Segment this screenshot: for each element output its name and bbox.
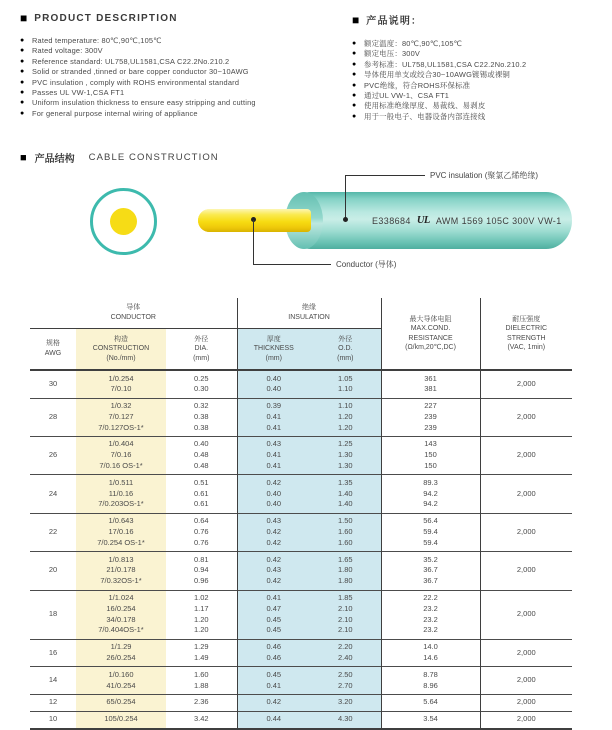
square-marker-icon: ■ — [352, 12, 360, 27]
cell-od: 1.25 1.30 1.30 — [310, 436, 381, 474]
cell-awg: 24 — [30, 475, 76, 513]
cell-dia: 1.29 1.49 — [166, 639, 237, 667]
description-item — [352, 91, 612, 101]
spec-table — [30, 298, 572, 730]
square-marker-icon: ■ — [20, 151, 27, 164]
cell-thickness: 0.42 0.43 0.42 — [237, 552, 310, 590]
cell-awg: 16 — [30, 639, 76, 667]
cable-print-text — [372, 215, 562, 226]
cell-thickness: 0.46 0.46 — [237, 639, 310, 667]
spec-row — [30, 694, 572, 711]
cell-dia: 0.51 0.61 0.61 — [166, 475, 237, 513]
product-description-cn-section — [352, 12, 612, 122]
product-description-title-text: PRODUCT DESCRIPTION — [34, 12, 178, 24]
cell-awg: 20 — [30, 552, 76, 590]
description-item-text: 导体使用单支或绞合30~10AWG镀锡或裸铜 — [364, 70, 511, 80]
thickness-header: 厚度 THICKNESS (mm) — [237, 328, 310, 370]
description-item — [20, 78, 348, 88]
cell-awg: 22 — [30, 513, 76, 551]
cell-awg: 14 — [30, 667, 76, 695]
dia-header: 外径 DIA. (mm) — [166, 328, 237, 370]
description-item-text: Passes UL VW-1,CSA FT1 — [32, 88, 125, 98]
cell-dia: 0.32 0.38 0.38 — [166, 398, 237, 436]
spec-row — [30, 398, 572, 436]
cell-awg: 26 — [30, 436, 76, 474]
description-item — [352, 81, 612, 91]
cell-dia: 1.02 1.17 1.20 1.20 — [166, 590, 237, 639]
cell-thickness: 0.39 0.41 0.41 — [237, 398, 310, 436]
spec-row — [30, 711, 572, 728]
description-item — [20, 46, 348, 56]
cell-construction: 1/0.404 7/0.16 7/0.16 OS-1* — [76, 436, 166, 474]
cell-awg: 28 — [30, 398, 76, 436]
cable-rating-text: AWM 1569 105C 300V VW-1 — [435, 215, 562, 226]
cell-construction: 105/0.254 — [76, 711, 166, 728]
description-item — [352, 101, 612, 111]
awg-header: 规格 AWG — [30, 328, 76, 370]
cell-thickness: 0.43 0.42 0.42 — [237, 513, 310, 551]
conductor-group-header: 导体 CONDUCTOR — [30, 298, 237, 328]
resistance-header: 最大导体电阻 MAX.COND. RESISTANCE (Ω/km,20℃,DC) — [381, 298, 480, 370]
cell-awg: 18 — [30, 590, 76, 639]
cell-od: 1.05 1.10 — [310, 370, 381, 398]
cell-dielectric: 2,000 — [480, 694, 572, 711]
bullet-icon: ● — [20, 47, 25, 55]
bullet-icon: ● — [352, 60, 357, 68]
cell-resistance: 143 150 150 — [381, 436, 480, 474]
bullet-icon: ● — [20, 89, 25, 97]
cell-dielectric: 2,000 — [480, 667, 572, 695]
description-item — [20, 88, 348, 98]
cell-od: 4.30 — [310, 711, 381, 728]
cell-construction: 1/0.32 7/0.127 7/0.127OS-1* — [76, 398, 166, 436]
product-description-section — [20, 12, 348, 119]
product-description-list — [20, 36, 348, 119]
insulation-group-header: 绝缘 INSULATION — [237, 298, 381, 328]
square-marker-icon: ■ — [20, 11, 28, 25]
cell-construction: 1/0.511 11/0.16 7/0.203OS-1* — [76, 475, 166, 513]
cell-construction: 65/0.254 — [76, 694, 166, 711]
spec-row — [30, 475, 572, 513]
cell-thickness: 0.43 0.41 0.41 — [237, 436, 310, 474]
spec-row — [30, 667, 572, 695]
description-item-text: For general purpose internal wiring of appliance — [32, 108, 198, 118]
cell-dia: 3.42 — [166, 711, 237, 728]
cell-od: 3.20 — [310, 694, 381, 711]
cell-construction: 1/1.29 26/0.254 — [76, 639, 166, 667]
cell-dia: 2.36 — [166, 694, 237, 711]
ul-logo-icon: UL — [416, 215, 430, 226]
spec-table-body — [30, 370, 572, 729]
cell-awg: 12 — [30, 694, 76, 711]
description-item — [352, 70, 612, 80]
spec-table-head — [30, 298, 572, 370]
product-description-title — [20, 12, 348, 24]
cell-dielectric: 2,000 — [480, 590, 572, 639]
description-item-text: 额定电压：300V — [364, 49, 421, 59]
description-item-text: Uniform insulation thickness to ensure easy stripping and cutting — [32, 98, 256, 108]
cell-awg: 10 — [30, 711, 76, 728]
bullet-icon: ● — [20, 68, 25, 76]
description-item — [352, 60, 612, 70]
cell-dia: 1.60 1.88 — [166, 667, 237, 695]
cell-dia: 0.81 0.94 0.96 — [166, 552, 237, 590]
cell-dielectric: 2,000 — [480, 711, 572, 728]
pvc-leader-dot — [343, 217, 348, 222]
bullet-icon: ● — [352, 50, 357, 58]
cell-resistance: 56.4 59.4 59.4 — [381, 513, 480, 551]
spec-row — [30, 590, 572, 639]
construction-header: 构造 CONSTRUCTION (No./mm) — [76, 328, 166, 370]
product-description-cn-list — [352, 39, 612, 122]
description-item-text: Solid or stranded ,tinned or bare copper conductor 30~10AWG — [32, 67, 249, 77]
description-item-text: Rated temperature: 80℃,90℃,105℃ — [32, 36, 162, 45]
cell-dielectric: 2,000 — [480, 370, 572, 398]
cell-dielectric: 2,000 — [480, 436, 572, 474]
pvc-insulation-label: PVC insulation (聚氯乙烯绝缘) — [430, 171, 539, 180]
description-item-text: Reference standard: UL758,UL1581,CSA C22.2No.210.2 — [32, 56, 230, 66]
bullet-icon: ● — [352, 81, 357, 89]
bullet-icon: ● — [352, 71, 357, 79]
cell-construction: 1/0.254 7/0.10 — [76, 370, 166, 398]
construction-title-en: CABLE CONSTRUCTION — [88, 152, 219, 163]
spec-row — [30, 639, 572, 667]
spec-row — [30, 436, 572, 474]
cell-od: 1.65 1.80 1.80 — [310, 552, 381, 590]
description-item — [20, 109, 348, 119]
bullet-icon: ● — [20, 37, 25, 44]
cell-resistance: 361 381 — [381, 370, 480, 398]
bullet-icon: ● — [352, 40, 357, 47]
description-item-text: 用于一般电子、电器设备内部连接线 — [364, 111, 486, 121]
description-item — [20, 57, 348, 67]
cell-resistance: 8.78 8.96 — [381, 667, 480, 695]
bullet-icon: ● — [20, 57, 25, 65]
cell-od: 2.50 2.70 — [310, 667, 381, 695]
description-item-text: 使用标准绝缘厚度、易裁线、易剥皮 — [364, 101, 486, 111]
bullet-icon: ● — [352, 102, 357, 110]
cell-dielectric: 2,000 — [480, 398, 572, 436]
cell-thickness: 0.41 0.47 0.45 0.45 — [237, 590, 310, 639]
cell-dielectric: 2,000 — [480, 639, 572, 667]
cell-construction: 1/0.160 41/0.254 — [76, 667, 166, 695]
cell-resistance: 227 239 239 — [381, 398, 480, 436]
cable-construction-title — [20, 150, 219, 165]
cell-construction: 1/0.813 21/0.178 7/0.32OS-1* — [76, 552, 166, 590]
spec-row — [30, 513, 572, 551]
product-description-cn-title — [352, 12, 612, 27]
cell-thickness: 0.42 — [237, 694, 310, 711]
cell-dia: 0.64 0.76 0.76 — [166, 513, 237, 551]
bullet-icon: ● — [352, 112, 357, 120]
bullet-icon: ● — [20, 109, 25, 117]
description-item — [352, 112, 612, 122]
cell-resistance: 3.54 — [381, 711, 480, 728]
cell-od: 1.85 2.10 2.10 2.10 — [310, 590, 381, 639]
cell-dielectric: 2,000 — [480, 475, 572, 513]
cell-resistance: 89.3 94.2 94.2 — [381, 475, 480, 513]
description-item-text: PVC绝缘，符合ROHS环保标准 — [364, 80, 471, 90]
cell-construction: 1/1.024 16/0.254 34/0.178 7/0.404OS-1* — [76, 590, 166, 639]
description-item-text: 参考标准：UL758,UL1581,CSA C22.2No.210.2 — [364, 59, 527, 69]
description-item — [352, 39, 612, 49]
conductor-core-dot — [110, 208, 137, 235]
bullet-icon: ● — [20, 99, 25, 107]
product-description-cn-title-text: 产品说明： — [366, 16, 423, 27]
cell-dielectric: 2,000 — [480, 552, 572, 590]
cell-resistance: 22.2 23.2 23.2 23.2 — [381, 590, 480, 639]
cell-od: 1.10 1.20 1.20 — [310, 398, 381, 436]
description-item — [352, 49, 612, 59]
cell-resistance: 14.0 14.6 — [381, 639, 480, 667]
pvc-leader-line-v — [345, 175, 346, 219]
dielectric-header: 耐压强度 DIELECTRIC STRENGTH (VAC, 1min) — [480, 298, 572, 370]
construction-title-cn: 产品结构 — [34, 154, 75, 165]
description-item — [20, 98, 348, 108]
cell-resistance: 35.2 36.7 36.7 — [381, 552, 480, 590]
cell-od: 1.50 1.60 1.60 — [310, 513, 381, 551]
cell-dielectric: 2,000 — [480, 513, 572, 551]
cell-dia: 0.25 0.30 — [193, 373, 209, 394]
ul-file-number: E338684 — [372, 215, 411, 226]
cell-dia: 0.40 0.48 0.48 — [166, 436, 237, 474]
cell-thickness: 0.45 0.41 — [237, 667, 310, 695]
od-header: 外径 O.D. (mm) — [310, 328, 381, 370]
bullet-icon: ● — [352, 92, 357, 100]
cell-awg: 30 — [48, 378, 58, 388]
description-item-text: Rated voltage: 300V — [32, 46, 103, 56]
cell-thickness: 0.40 0.40 — [237, 370, 310, 398]
cell-od: 2.20 2.40 — [310, 639, 381, 667]
description-item-text: 额定温度：80℃,90℃,105℃ — [364, 39, 463, 48]
cell-thickness: 0.44 — [237, 711, 310, 728]
conductor-leader-line-v — [253, 220, 254, 265]
description-item-text: 通过UL VW-1、CSA FT1 — [364, 91, 450, 101]
cable-cross-section-diagram — [90, 188, 157, 255]
conductor-label: Conductor (导体) — [336, 260, 397, 269]
pvc-leader-line-h — [345, 175, 425, 176]
conductor-leader-line-h — [253, 264, 331, 265]
spec-row — [30, 370, 572, 398]
description-item-text: PVC insulation , comply with ROHS environmental standard — [32, 77, 240, 87]
cell-od: 1.35 1.40 1.40 — [310, 475, 381, 513]
description-item — [20, 67, 348, 77]
description-item — [20, 36, 348, 46]
cell-resistance: 5.64 — [381, 694, 480, 711]
spec-row — [30, 552, 572, 590]
cell-construction: 1/0.643 17/0.16 7/0.254 OS-1* — [76, 513, 166, 551]
cell-thickness: 0.42 0.40 0.40 — [237, 475, 310, 513]
bullet-icon: ● — [20, 78, 25, 86]
